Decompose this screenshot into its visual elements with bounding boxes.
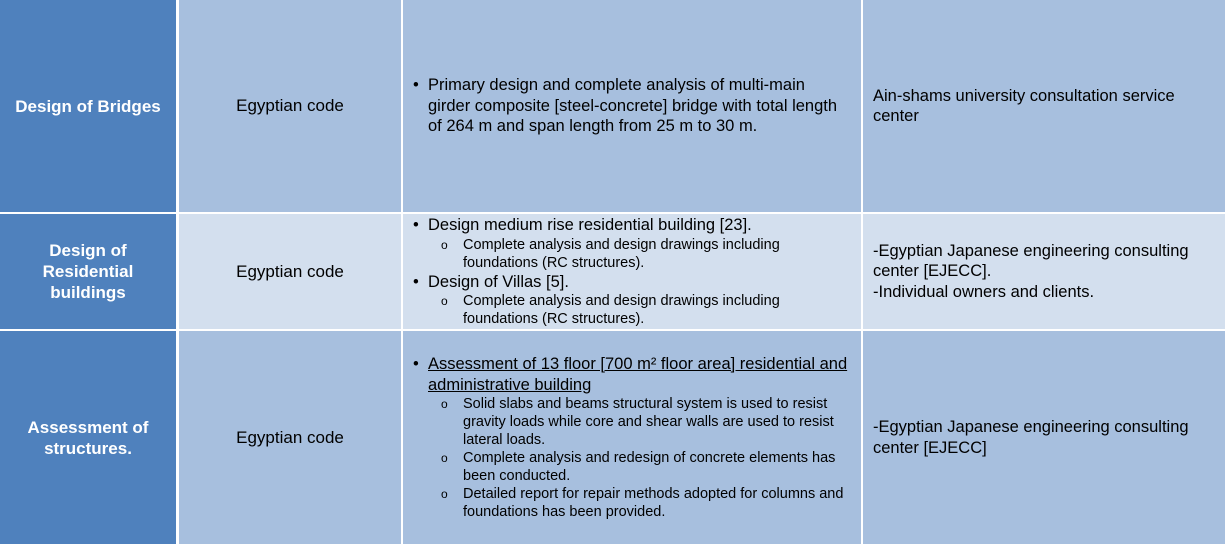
client-line: -Individual owners and clients. <box>873 282 1095 301</box>
category-cell: Assessment of structures. <box>0 331 176 544</box>
category-cell: Design of Bridges <box>0 0 176 212</box>
bullet-item: • Assessment of 13 floor [700 m² floor area] residential and administrative building <box>413 354 849 395</box>
client-line: -Egyptian Japanese engineering consulting center [EJECC]. <box>873 241 1189 281</box>
table-row <box>0 331 1225 544</box>
category-cell: Design of Residential buildings <box>0 214 176 329</box>
sub-bullet-item: o Complete analysis and design drawings including foundations (RC structures). <box>413 236 849 272</box>
description-list <box>413 215 849 328</box>
description-list <box>413 354 849 521</box>
code-cell: Egyptian code <box>179 331 401 544</box>
bullet-item: • Primary design and complete analysis of multi-main girder composite [steel-concrete] bridge with total length of 264 m and span length from 25 m to 30 m. <box>413 75 849 137</box>
description-cell <box>403 331 861 544</box>
bullet-item: • Design of Villas [5]. <box>413 272 849 293</box>
sub-bullet-item: o Complete analysis and design drawings including foundations (RC structures). <box>413 292 849 328</box>
table-row <box>0 214 1225 329</box>
bullet-item: • Design medium rise residential building [23]. <box>413 215 849 236</box>
sub-bullet-item: o Complete analysis and redesign of concrete elements has been conducted. <box>413 449 849 485</box>
client-line: Ain-shams university consultation service center <box>873 86 1175 125</box>
table-row <box>0 0 1225 212</box>
code-cell: Egyptian code <box>179 0 401 212</box>
client-cell <box>863 331 1225 544</box>
description-list <box>413 75 849 137</box>
client-cell <box>863 0 1225 212</box>
description-cell <box>403 214 861 329</box>
client-cell <box>863 214 1225 329</box>
client-line: -Egyptian Japanese engineering consulting center [EJECC] <box>873 418 1189 457</box>
description-cell <box>403 0 861 212</box>
sub-bullet-item: o Detailed report for repair methods adopted for columns and foundations has been provided. <box>413 485 849 521</box>
sub-bullet-item: o Solid slabs and beams structural system is used to resist gravity loads while core and shear walls are used to resist lateral loads. <box>413 395 849 449</box>
code-cell: Egyptian code <box>179 214 401 329</box>
